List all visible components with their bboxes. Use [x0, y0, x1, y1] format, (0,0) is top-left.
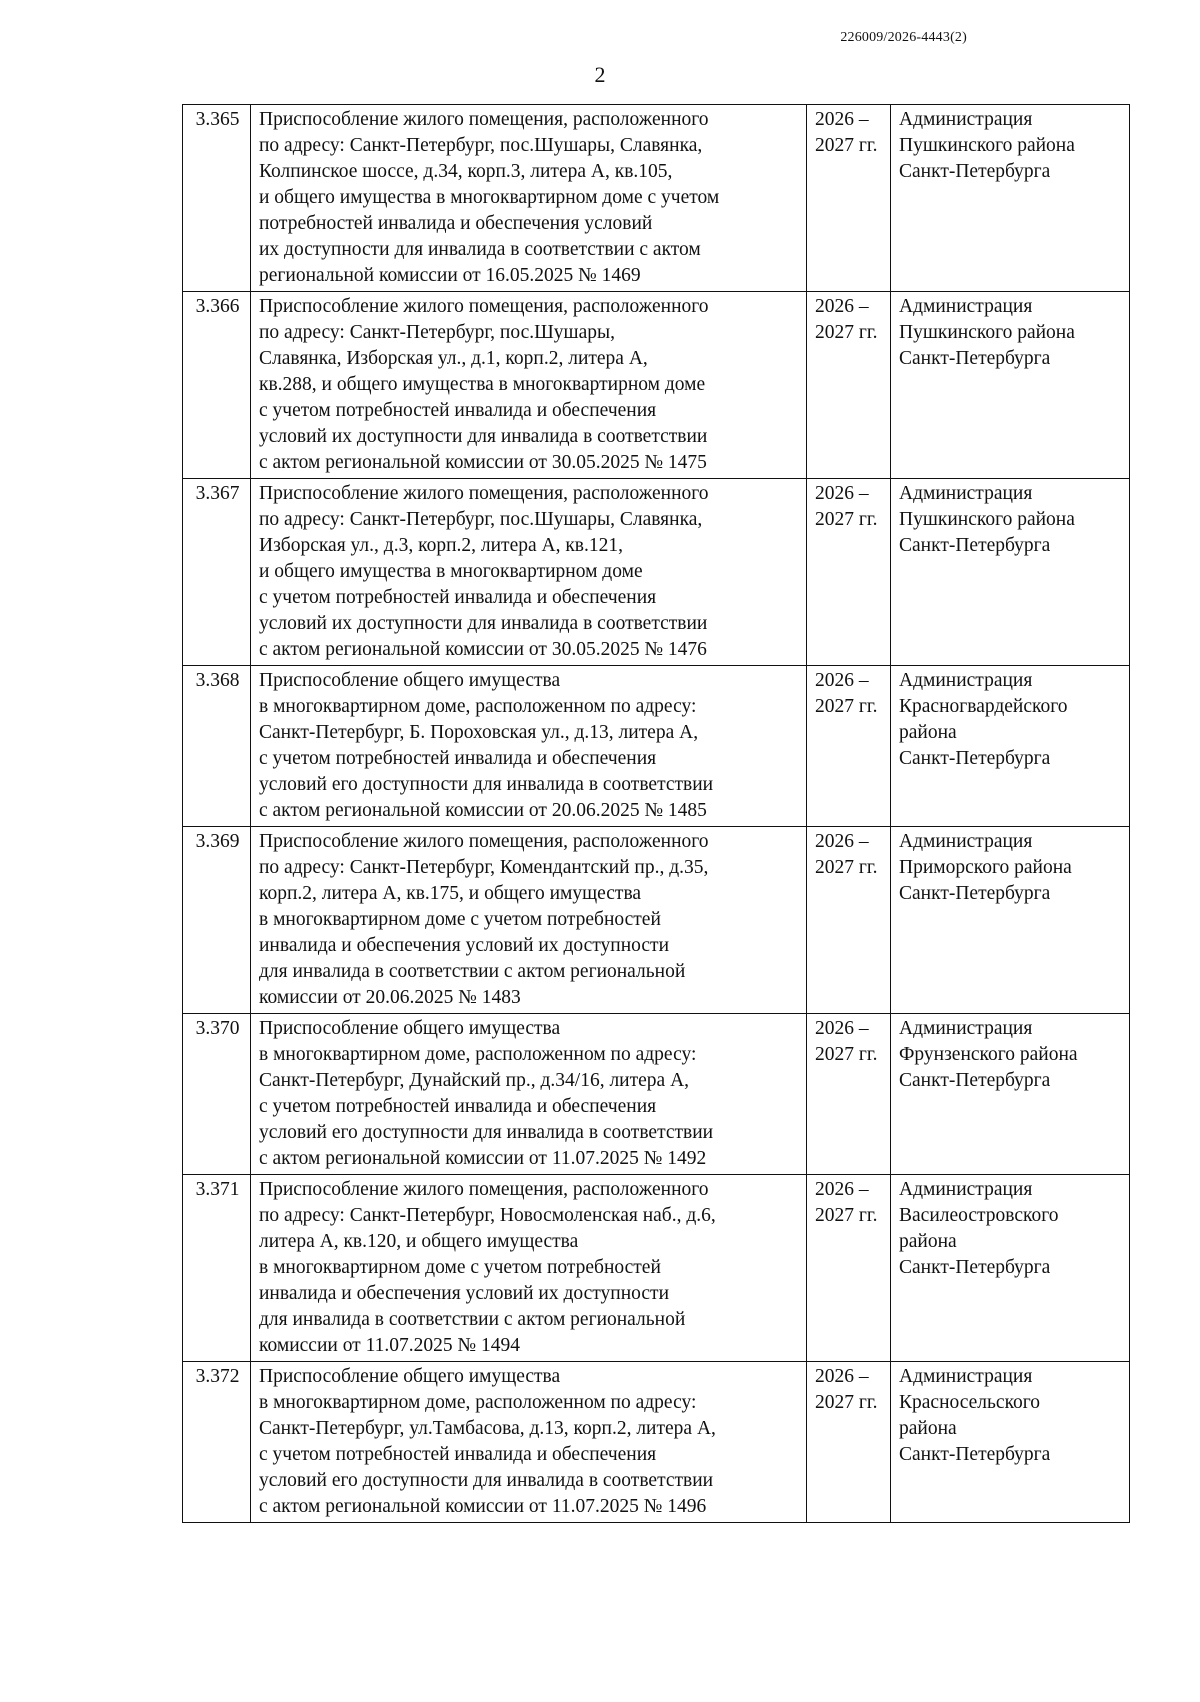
measure-description-line: в многоквартирном доме с учетом потребностей	[259, 909, 661, 930]
measure-description	[251, 1362, 807, 1523]
measure-description	[251, 1175, 807, 1362]
responsible-executor	[891, 479, 1130, 666]
measure-description-line: литера А, кв.120, и общего имущества	[259, 1231, 579, 1252]
implementation-period-line: 2026 –	[815, 1179, 869, 1200]
implementation-period-line: 2026 –	[815, 1366, 869, 1387]
measure-description-line: с учетом потребностей инвалида и обеспечения	[259, 1096, 657, 1117]
implementation-period-line: 2027 гг.	[815, 322, 878, 343]
measure-description-line: с учетом потребностей инвалида и обеспечения	[259, 748, 657, 769]
implementation-period-line: 2026 –	[815, 109, 869, 130]
implementation-period-line: 2027 гг.	[815, 1205, 878, 1226]
measure-description-line: по адресу: Санкт-Петербург, Комендантский пр., д.35,	[259, 857, 709, 878]
measure-description-line: по адресу: Санкт-Петербург, пос.Шушары, Славянка,	[259, 135, 703, 156]
measure-description-line: их доступности для инвалида в соответствии с актом	[259, 239, 701, 260]
measure-description-line: Санкт-Петербург, Б. Пороховская ул., д.13, литера А,	[259, 722, 699, 743]
implementation-period	[807, 105, 891, 292]
measure-description-line: с актом региональной комиссии от 20.06.2025 № 1485	[259, 800, 707, 821]
table-body	[183, 105, 1130, 1523]
responsible-executor-line: Администрация	[899, 670, 1033, 691]
implementation-period-line: 2027 гг.	[815, 1044, 878, 1065]
table-row	[183, 105, 1130, 292]
measure-description-line: с учетом потребностей инвалида и обеспечения	[259, 587, 657, 608]
responsible-executor-line: Санкт-Петербурга	[899, 1070, 1051, 1091]
document-registration-number: 226009/2026-4443(2)	[840, 30, 967, 45]
measure-description	[251, 1014, 807, 1175]
responsible-executor-line: Санкт-Петербурга	[899, 348, 1051, 369]
table-row	[183, 827, 1130, 1014]
implementation-period-line: 2027 гг.	[815, 509, 878, 530]
measure-description-line: с актом региональной комиссии от 11.07.2025 № 1496	[259, 1496, 707, 1517]
responsible-executor-line: Пушкинского района	[899, 135, 1075, 156]
measure-description-line: Приспособление общего имущества	[259, 1018, 561, 1039]
responsible-executor-line: Администрация	[899, 109, 1033, 130]
measure-description-line: с учетом потребностей инвалида и обеспечения	[259, 400, 657, 421]
measure-description-line: Изборская ул., д.3, корп.2, литера А, кв.121,	[259, 535, 624, 556]
responsible-executor-line: Санкт-Петербурга	[899, 1444, 1051, 1465]
responsible-executor-line: Приморского района	[899, 857, 1072, 878]
measure-description-line: Приспособление жилого помещения, расположенного	[259, 483, 709, 504]
table-row	[183, 1362, 1130, 1523]
measure-description-line: комиссии от 20.06.2025 № 1483	[259, 987, 521, 1008]
measure-description-line: в многоквартирном доме, расположенном по адресу:	[259, 696, 697, 717]
table-row	[183, 479, 1130, 666]
item-number: 3.365	[183, 105, 251, 292]
table-row	[183, 292, 1130, 479]
measure-description-line: и общего имущества в многоквартирном доме с учетом	[259, 187, 720, 208]
measure-description-line: Приспособление жилого помещения, расположенного	[259, 1179, 709, 1200]
measure-description-line: инвалида и обеспечения условий их доступности	[259, 1283, 670, 1304]
measure-description-line: Приспособление жилого помещения, расположенного	[259, 109, 709, 130]
measure-description-line: Санкт-Петербург, Дунайский пр., д.34/16, литера А,	[259, 1070, 690, 1091]
responsible-executor-line: района	[899, 1418, 957, 1439]
measure-description-line: с учетом потребностей инвалида и обеспечения	[259, 1444, 657, 1465]
responsible-executor-line: Красногвардейского	[899, 696, 1068, 717]
item-number: 3.370	[183, 1014, 251, 1175]
measure-description	[251, 105, 807, 292]
responsible-executor	[891, 1362, 1130, 1523]
measure-description-line: условий его доступности для инвалида в соответствии	[259, 774, 714, 795]
implementation-period	[807, 479, 891, 666]
item-number: 3.367	[183, 479, 251, 666]
page-number: 2	[594, 62, 606, 87]
responsible-executor	[891, 105, 1130, 292]
responsible-executor-line: Пушкинского района	[899, 509, 1075, 530]
program-measures-table	[182, 104, 1130, 1523]
table-row	[183, 1014, 1130, 1175]
responsible-executor-line: Санкт-Петербурга	[899, 883, 1051, 904]
measure-description-line: Приспособление общего имущества	[259, 1366, 561, 1387]
measure-description	[251, 292, 807, 479]
measure-description-line: инвалида и обеспечения условий их доступности	[259, 935, 670, 956]
responsible-executor-line: Санкт-Петербурга	[899, 1257, 1051, 1278]
measure-description-line: условий их доступности для инвалида в соответствии	[259, 613, 708, 634]
measure-description-line: в многоквартирном доме с учетом потребностей	[259, 1257, 661, 1278]
item-number: 3.369	[183, 827, 251, 1014]
implementation-period-line: 2027 гг.	[815, 135, 878, 156]
responsible-executor-line: Администрация	[899, 831, 1033, 852]
item-number: 3.371	[183, 1175, 251, 1362]
measure-description-line: по адресу: Санкт-Петербург, пос.Шушары,	[259, 322, 615, 343]
measure-description-line: корп.2, литера А, кв.175, и общего имущества	[259, 883, 642, 904]
measure-description-line: для инвалида в соответствии с актом региональной	[259, 1309, 686, 1330]
measure-description	[251, 479, 807, 666]
measure-description-line: Санкт-Петербург, ул.Тамбасова, д.13, корп.2, литера А,	[259, 1418, 716, 1439]
measure-description	[251, 827, 807, 1014]
measure-description-line: Приспособление общего имущества	[259, 670, 561, 691]
measure-description-line: Приспособление жилого помещения, расположенного	[259, 296, 709, 317]
responsible-executor	[891, 1175, 1130, 1362]
implementation-period-line: 2026 –	[815, 1018, 869, 1039]
responsible-executor-line: Василеостровского	[899, 1205, 1059, 1226]
measure-description-line: по адресу: Санкт-Петербург, пос.Шушары, Славянка,	[259, 509, 703, 530]
responsible-executor	[891, 827, 1130, 1014]
measure-description-line: по адресу: Санкт-Петербург, Новосмоленская наб., д.6,	[259, 1205, 716, 1226]
implementation-period-line: 2027 гг.	[815, 857, 878, 878]
measure-description-line: Приспособление жилого помещения, расположенного	[259, 831, 709, 852]
responsible-executor-line: Администрация	[899, 296, 1033, 317]
responsible-executor-line: Красносельского	[899, 1392, 1041, 1413]
implementation-period-line: 2027 гг.	[815, 1392, 878, 1413]
responsible-executor-line: Санкт-Петербурга	[899, 535, 1051, 556]
measure-description-line: и общего имущества в многоквартирном доме	[259, 561, 643, 582]
implementation-period-line: 2026 –	[815, 483, 869, 504]
responsible-executor-line: Администрация	[899, 1179, 1033, 1200]
item-number: 3.368	[183, 666, 251, 827]
responsible-executor-line: Администрация	[899, 483, 1033, 504]
responsible-executor-line: Фрунзенского района	[899, 1044, 1078, 1065]
measure-description-line: в многоквартирном доме, расположенном по адресу:	[259, 1044, 697, 1065]
responsible-executor	[891, 1014, 1130, 1175]
implementation-period-line: 2026 –	[815, 296, 869, 317]
responsible-executor-line: Санкт-Петербурга	[899, 161, 1051, 182]
measure-description-line: условий их доступности для инвалида в соответствии	[259, 426, 708, 447]
implementation-period	[807, 1014, 891, 1175]
implementation-period	[807, 1175, 891, 1362]
measure-description-line: потребностей инвалида и обеспечения условий	[259, 213, 653, 234]
responsible-executor	[891, 292, 1130, 479]
item-number: 3.372	[183, 1362, 251, 1523]
measure-description-line: в многоквартирном доме, расположенном по адресу:	[259, 1392, 697, 1413]
responsible-executor	[891, 666, 1130, 827]
responsible-executor-line: района	[899, 1231, 957, 1252]
measure-description	[251, 666, 807, 827]
responsible-executor-line: района	[899, 722, 957, 743]
implementation-period-line: 2027 гг.	[815, 696, 878, 717]
item-number: 3.366	[183, 292, 251, 479]
implementation-period-line: 2026 –	[815, 831, 869, 852]
responsible-executor-line: Санкт-Петербурга	[899, 748, 1051, 769]
responsible-executor-line: Администрация	[899, 1366, 1033, 1387]
measure-description-line: Славянка, Изборская ул., д.1, корп.2, литера А,	[259, 348, 648, 369]
table-row	[183, 1175, 1130, 1362]
table-row	[183, 666, 1130, 827]
implementation-period	[807, 827, 891, 1014]
measure-description-line: Колпинское шоссе, д.34, корп.3, литера А, кв.105,	[259, 161, 673, 182]
measure-description-line: региональной комиссии от 16.05.2025 № 1469	[259, 265, 641, 286]
responsible-executor-line: Пушкинского района	[899, 322, 1075, 343]
measure-description-line: с актом региональной комиссии от 11.07.2025 № 1492	[259, 1148, 707, 1169]
measure-description-line: кв.288, и общего имущества в многоквартирном доме	[259, 374, 706, 395]
measure-description-line: для инвалида в соответствии с актом региональной	[259, 961, 686, 982]
implementation-period	[807, 1362, 891, 1523]
implementation-period	[807, 666, 891, 827]
measure-description-line: с актом региональной комиссии от 30.05.2025 № 1475	[259, 452, 707, 473]
measure-description-line: комиссии от 11.07.2025 № 1494	[259, 1335, 520, 1356]
measure-description-line: условий его доступности для инвалида в соответствии	[259, 1122, 714, 1143]
implementation-period	[807, 292, 891, 479]
measure-description-line: условий его доступности для инвалида в соответствии	[259, 1470, 714, 1491]
responsible-executor-line: Администрация	[899, 1018, 1033, 1039]
measure-description-line: с актом региональной комиссии от 30.05.2025 № 1476	[259, 639, 707, 660]
implementation-period-line: 2026 –	[815, 670, 869, 691]
